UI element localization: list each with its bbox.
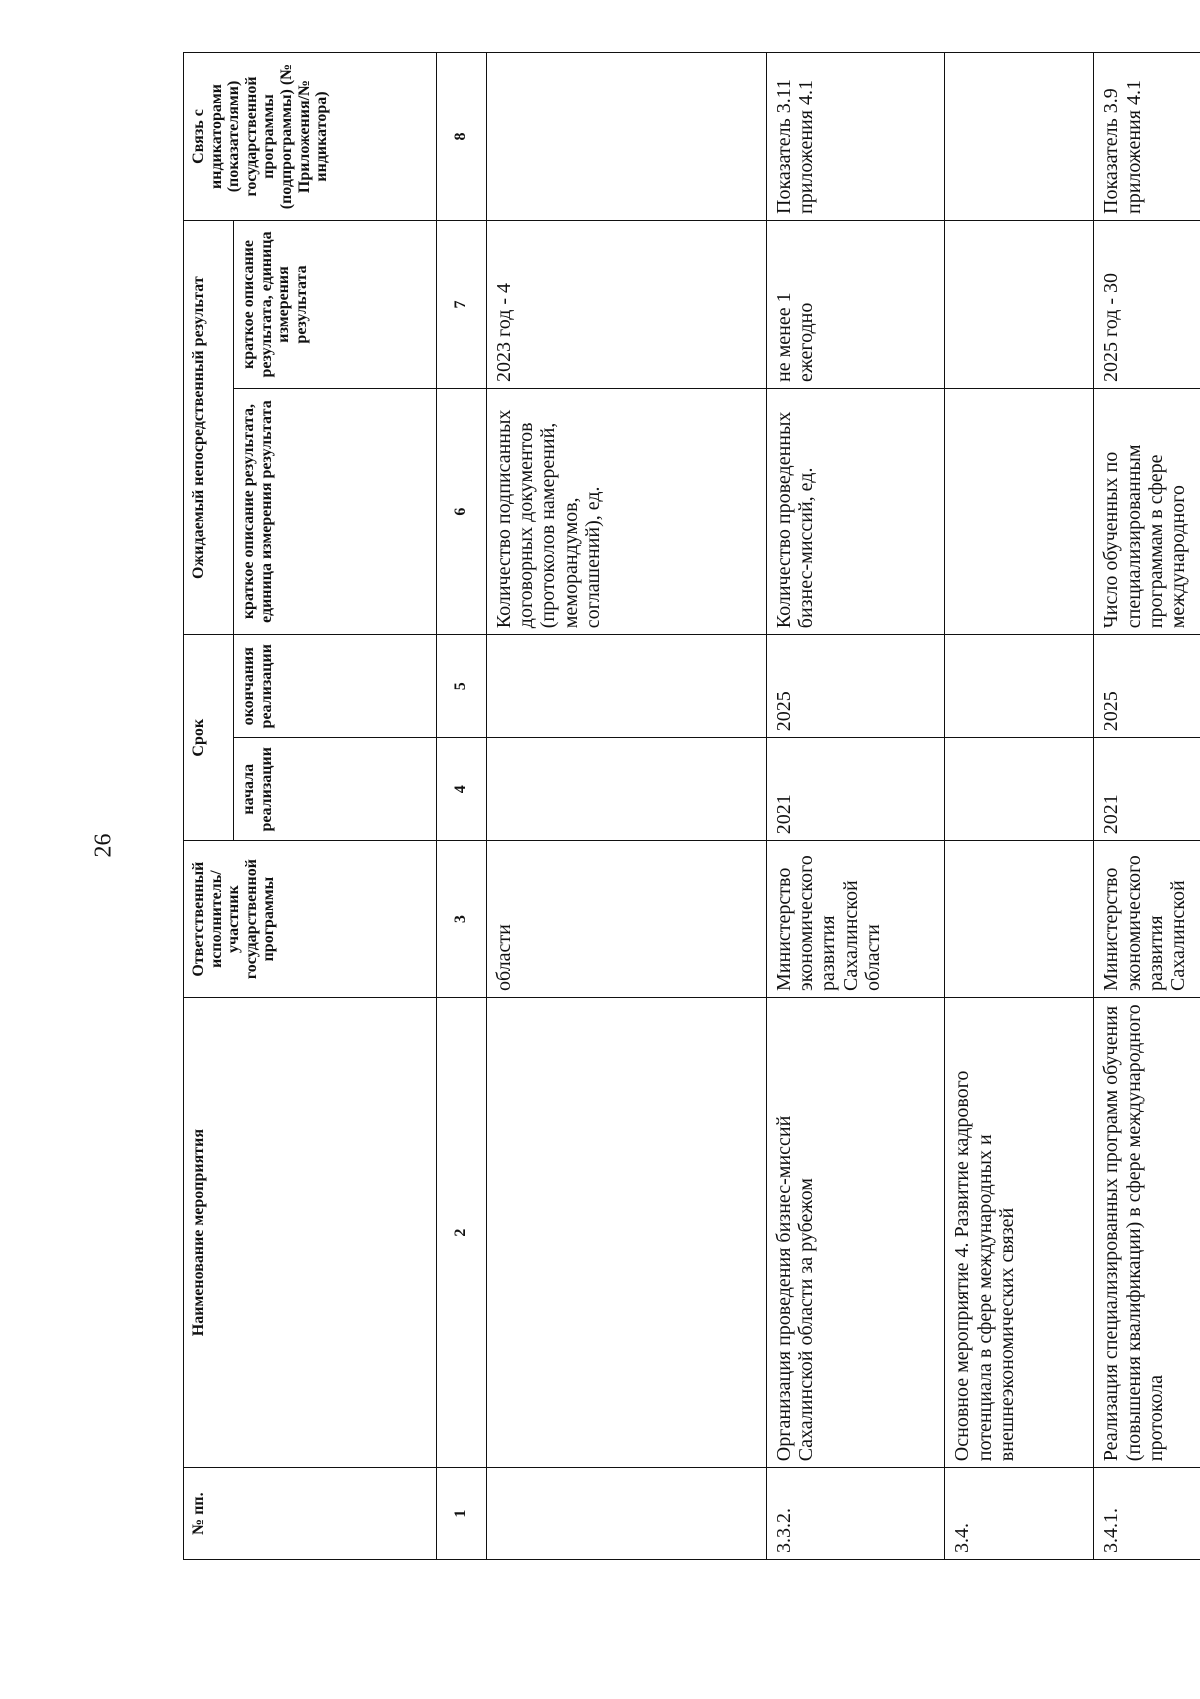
column-number: 8 [436, 53, 486, 221]
row-start: 2021 [1094, 738, 1200, 841]
header-num: № пп. [184, 1468, 437, 1560]
table-row [486, 53, 766, 1560]
row-start: 2021 [766, 738, 945, 841]
header-value: краткое описание результата, единица измерения результата [234, 220, 437, 388]
row-name: Организация проведения бизнес-миссий Сахалинской области за рубежом [766, 997, 945, 1467]
column-number: 7 [436, 220, 486, 388]
measures-table [183, 52, 1200, 1560]
row-num [486, 1468, 766, 1560]
row-num: 3.3.2. [766, 1468, 945, 1560]
header-end: окончания реализации [234, 635, 437, 738]
row-end [945, 635, 1094, 738]
header-start: начала реализации [234, 738, 437, 841]
header-desc: краткое описание результата, единица измерения результата [234, 388, 437, 634]
header-name: Наименование мероприятия [184, 997, 437, 1467]
row-value: 2025 год - 30 [1094, 220, 1200, 388]
row-link: Показатель 3.11 приложения 4.1 [766, 53, 945, 221]
row-end: 2025 [1094, 635, 1200, 738]
row-desc [945, 388, 1094, 634]
column-number: 6 [436, 388, 486, 634]
row-name [486, 997, 766, 1467]
row-num: 3.4.1. [1094, 1468, 1200, 1560]
row-link [945, 53, 1094, 221]
row-desc: Количество подписанных договорных документов (протоколов намерений, меморандумов, соглашений), ед. [486, 388, 766, 634]
row-start [486, 738, 766, 841]
table-row [766, 53, 945, 1560]
row-end [486, 635, 766, 738]
measures-table-container [183, 52, 1200, 1560]
row-link: Показатель 3.9 приложения 4.1 [1094, 53, 1200, 221]
table-row [1094, 53, 1200, 1560]
header-srok: Срок [184, 635, 234, 841]
row-executor: области [486, 841, 766, 998]
column-number: 3 [436, 841, 486, 998]
row-link [486, 53, 766, 221]
header-link: Связь с индикаторами (показателями) государственной программы (подпрограммы) (№ Приложения/№ индикатора) [184, 53, 437, 221]
column-number: 1 [436, 1468, 486, 1560]
table-row [945, 53, 1094, 1560]
row-value: не менее 1 ежегодно [766, 220, 945, 388]
row-num: 3.4. [945, 1468, 1094, 1560]
row-name: Основное мероприятие 4. Развитие кадрового потенциала в сфере международных и внешнеэкономических связей [945, 997, 1094, 1467]
row-desc: Количество проведенных бизнес-миссий, ед. [766, 388, 945, 634]
row-value [945, 220, 1094, 388]
column-number: 4 [436, 738, 486, 841]
row-value: 2023 год - 4 [486, 220, 766, 388]
row-end: 2025 [766, 635, 945, 738]
column-number: 5 [436, 635, 486, 738]
column-numbers-row [436, 53, 486, 1560]
row-desc: Число обученных по специализированным программам в сфере международного [1094, 388, 1200, 634]
header-result: Ожидаемый непосредственный результат [184, 220, 234, 634]
column-number: 2 [436, 997, 486, 1467]
row-start [945, 738, 1094, 841]
header-executor: Ответственный исполнитель/участник государственной программы [184, 841, 437, 998]
row-executor: Министерство экономического развития Сахалинской области [766, 841, 945, 998]
header-row-1 [184, 53, 234, 1560]
page-number: 26 [90, 833, 117, 858]
row-executor: Министерство экономического развития Сахалинской [1094, 841, 1200, 998]
row-name: Реализация специализированных программ обучения (повышения квалификации) в сфере международного протокола [1094, 997, 1200, 1467]
row-executor [945, 841, 1094, 998]
